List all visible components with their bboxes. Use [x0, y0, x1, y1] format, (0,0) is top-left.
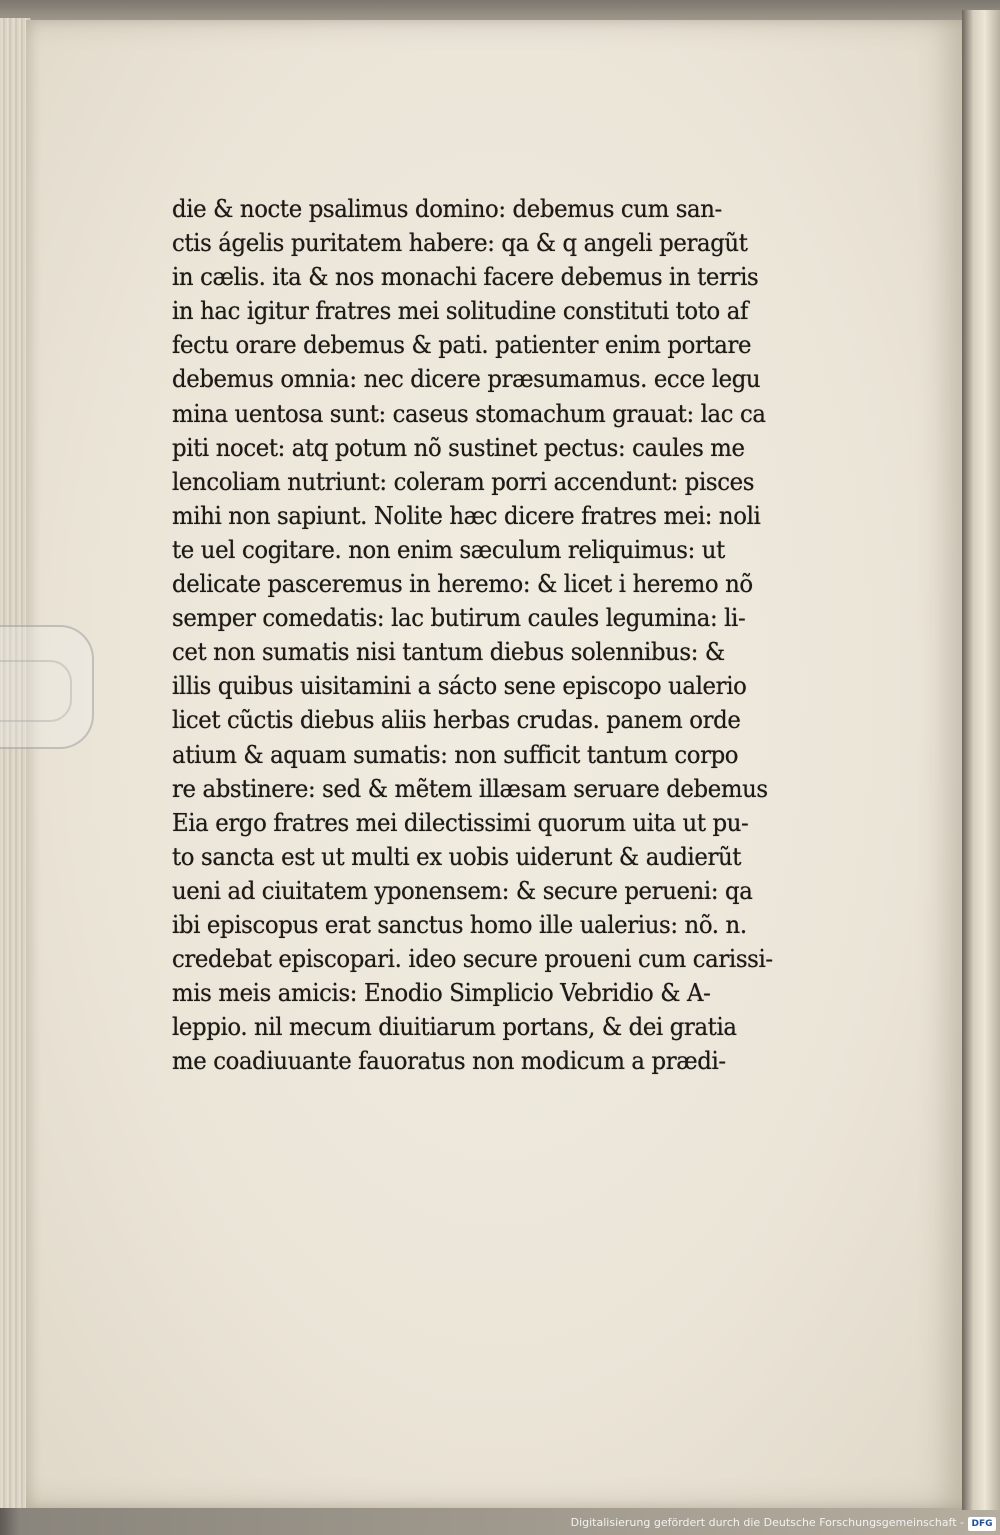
text-line-14: cet non sumatis nisi tantum diebus solennibus: & [172, 637, 725, 667]
text-line-5: fectu orare debemus & pati. patienter enim portare [172, 330, 752, 360]
text-line-3: in cælis. ita & nos monachi facere debemus in terris [172, 262, 759, 292]
text-line-21: ueni ad ciuitatem yponensem: & secure perueni: qa [172, 875, 753, 905]
text-line-15: illis quibus uisitamini a sácto sene episcopo ualerio [172, 671, 747, 701]
text-line-25: leppio. nil mecum diuitiarum portans, & dei gratia [172, 1012, 737, 1042]
text-line-19: Eia ergo fratres mei dilectissimi quorum uita ut pu- [172, 807, 749, 837]
text-line-13: semper comedatis: lac butirum caules legumina: li- [172, 603, 746, 633]
text-line-2: ctis ágelis puritatem habere: qa & q angeli peragũt [172, 228, 748, 258]
book-gutter [962, 10, 1000, 1510]
text-line-18: re abstinere: sed & mẽtem illæsam seruare debemus [172, 773, 768, 803]
text-line-20: to sancta est ut multi ex uobis uiderunt & audierũt [172, 841, 742, 871]
printed-text-block [172, 192, 840, 1078]
text-line-26: me coadiuuante fauoratus non modicum a prædi- [172, 1046, 726, 1076]
text-line-10: mihi non sapiunt. Nolite hæc dicere fratres mei: noli [172, 500, 761, 530]
text-line-22: ibi episcopus erat sanctus homo ille ualerius: nõ. n. [172, 909, 747, 939]
text-line-4: in hac igitur fratres mei solitudine constituti toto af [172, 296, 749, 326]
text-line-9: lencoliam nutriunt: coleram porri accendunt: pisces [172, 466, 755, 496]
text-line-23: credebat episcopari. ideo secure proueni cum carissi- [172, 944, 773, 974]
dfg-logo: DFG [968, 1517, 996, 1531]
text-line-11: te uel cogitare. non enim sæculum reliquimus: ut [172, 534, 725, 564]
text-line-1: die & nocte psalimus domino: debemus cum san- [172, 194, 722, 223]
text-line-7: mina uentosa sunt: caseus stomachum grauat: lac ca [172, 398, 766, 428]
text-line-17: atium & aquam sumatis: non sufficit tantum corpo [172, 739, 739, 769]
text-line-6: debemus omnia: nec dicere præsumamus. ecce legu [172, 364, 761, 394]
text-line-8: piti nocet: atq potum nõ sustinet pectus: caules me [172, 432, 745, 462]
digitization-credit: Digitalisierung gefördert durch die Deutsche Forschungsgemeinschaft - [570, 1516, 964, 1529]
text-line-12: delicate pasceremus in heremo: & licet i heremo nõ [172, 569, 753, 599]
page-clip-inner [0, 660, 72, 722]
text-line-24: mis meis amicis: Enodio Simplicio Vebridio & A- [172, 978, 711, 1008]
text-line-16: licet cũctis diebus aliis herbas crudas. panem orde [172, 705, 741, 735]
